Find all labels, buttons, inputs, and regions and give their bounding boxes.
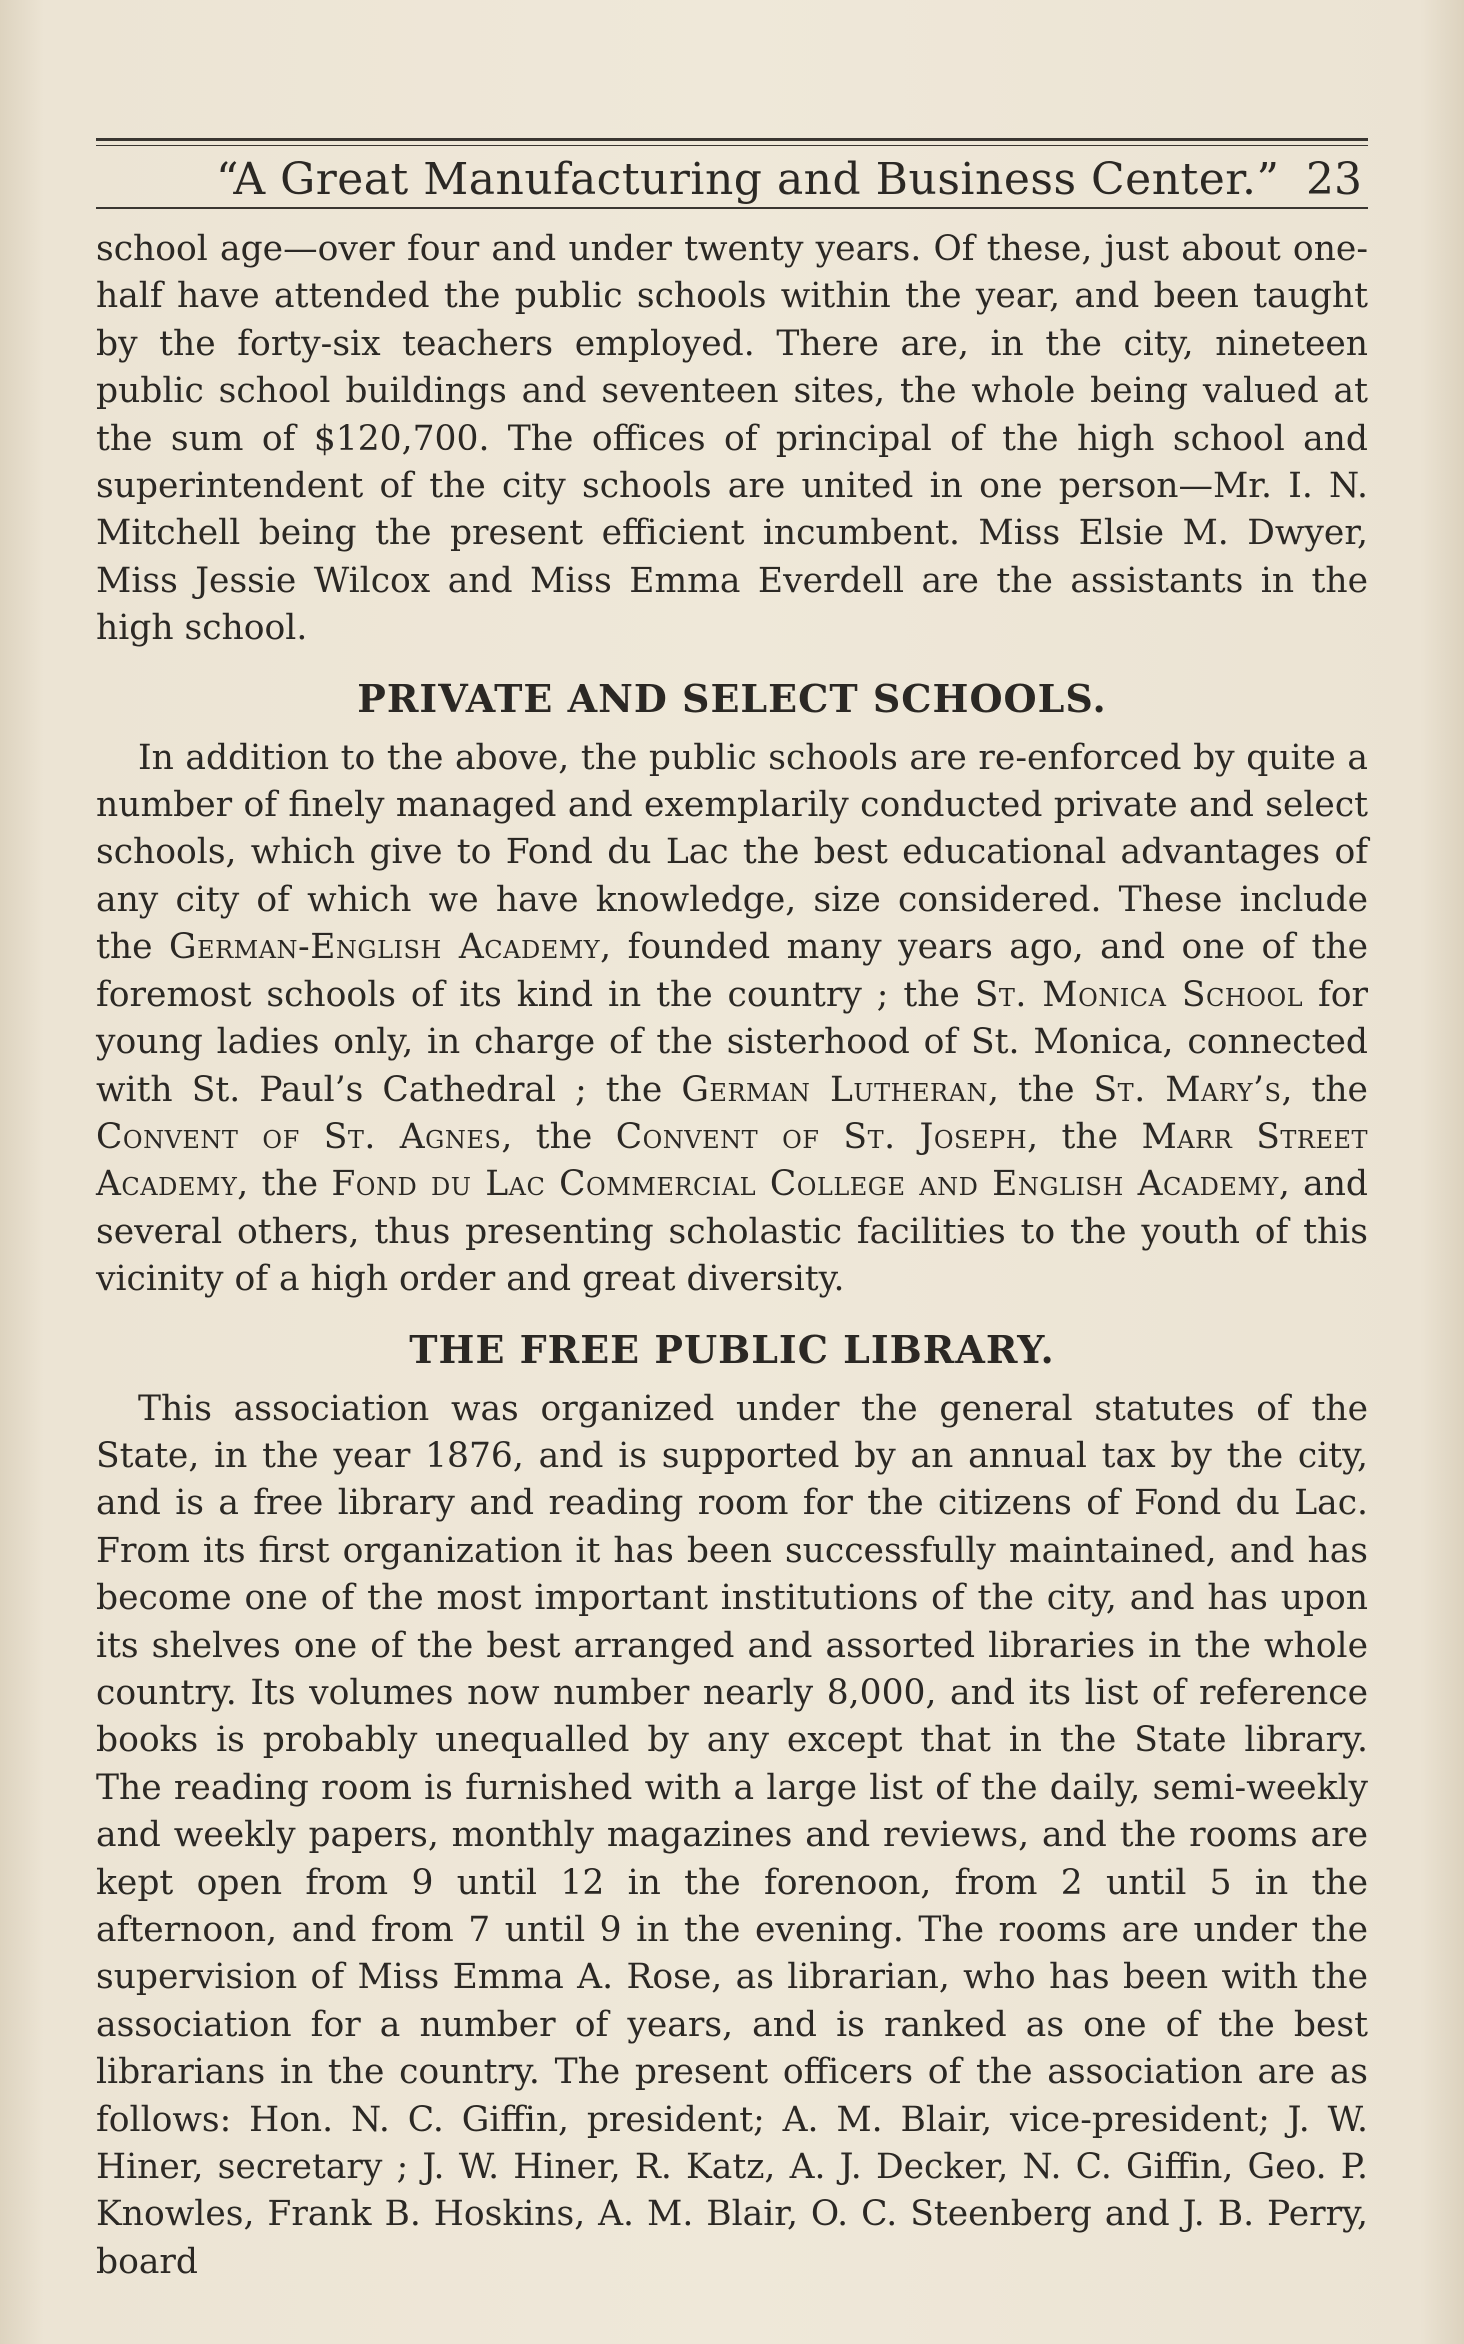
school-name: German-English Academy <box>169 927 601 968</box>
text-run: , the <box>987 1069 1094 1110</box>
text-run: In addition to the above, the public schools are re-enforced by quite a number of finely managed and exemplarily conducted private and select schools, which give to Fond du Lac the best educational advantages of any city of which we have knowledge, size considered. These include the <box>96 737 1368 968</box>
heading-private-schools: PRIVATE AND SELECT SCHOOLS. <box>357 675 1107 721</box>
paragraph-free-public-library: This association was organized under the general statutes of the State, in the year 1876, and is supported by an annual tax by the city, and is a free library and reading room for the citizens of Fond du Lac. From its first organization it has been successfully maintained, and has become one of the most important institutions of the city, and has upon its shelves one of the best arranged and assorted libraries in the whole country. Its volumes now number nearly 8,000, and its list of reference books is probably unequalled by any except that in the State library. The reading room is furnished with a large list of the daily, semi-weekly and weekly papers, monthly magazines and reviews, and the rooms are kept open from 9 until 12 in the forenoon, from 2 until 5 in the afternoon, and from 7 until 9 in the evening. The rooms are under the supervision of Miss Emma A. Rose, as librarian, who has been with the association for a number of years, and is ranked as one of the best librarians in the country. The present officers of the association are as follows: Hon. N. C. Giffin, president; A. M. Blair, vice-president; J. W. Hiner, secretary ; J. W. Hiner, R. Katz, A. J. Decker, N. C. Giffin, Geo. P. Knowles, Frank B. Hoskins, A. M. Blair, O. C. Steenberg and J. B. Perry, board <box>96 1388 1368 2282</box>
running-header <box>96 150 1368 208</box>
body-text <box>96 226 1368 2286</box>
text-run: , the <box>501 1116 616 1157</box>
page-number: 23 <box>1306 154 1362 205</box>
school-name: German Lutheran <box>681 1069 988 1110</box>
text-run: , the <box>237 1164 332 1205</box>
text-run: for young ladies only, in charge of the sisterhood of St. Monica, connected with St. Paul’s Cathedral ; the <box>96 974 1369 1110</box>
text-run: , the <box>1281 1069 1368 1110</box>
school-name: Convent of St. Agnes <box>96 1116 502 1157</box>
school-name: Fond du Lac Commercial College and English Academy <box>331 1164 1279 1205</box>
paragraph-school-age: school age—over four and under twenty years. Of these, just about one-half have attended the public schools within the year, and been taught by the forty-six teachers employed. There are, in the city, nineteen public school buildings and seventeen sites, the whole being valued at the sum of $120,700. The offices of principal of the high school and superintendent of the city schools are united in one person—Mr. I. N. Mitchell being the present efficient incumbent. Miss Elsie M. Dwyer, Miss Jessie Wilcox and Miss Emma Everdell are the assistants in the high school. <box>96 229 1368 649</box>
running-header-title: “A Great Manufacturing and Business Center.” <box>216 154 1280 205</box>
text-run: , and several others, thus presenting scholastic facilities to the youth of this vicinity of a high order and great diversity. <box>96 1164 1368 1300</box>
heading-free-public-library: THE FREE PUBLIC LIBRARY. <box>409 1326 1055 1372</box>
school-name: St. Mary’s <box>1093 1069 1282 1110</box>
paragraph-private-schools <box>96 735 1368 1304</box>
school-name: Convent of St. Joseph <box>615 1116 1028 1157</box>
top-double-rule <box>96 138 1368 141</box>
top-double-rule-thin <box>96 145 1368 146</box>
text-run: , the <box>1027 1116 1142 1157</box>
school-name: St. Monica School <box>974 974 1304 1015</box>
header-rule <box>96 207 1368 209</box>
school-name: Marr Street Academy <box>96 1116 1368 1205</box>
text-run: , founded many years ago, and one of the foremost schools of its kind in the country ; the <box>96 927 1368 1015</box>
